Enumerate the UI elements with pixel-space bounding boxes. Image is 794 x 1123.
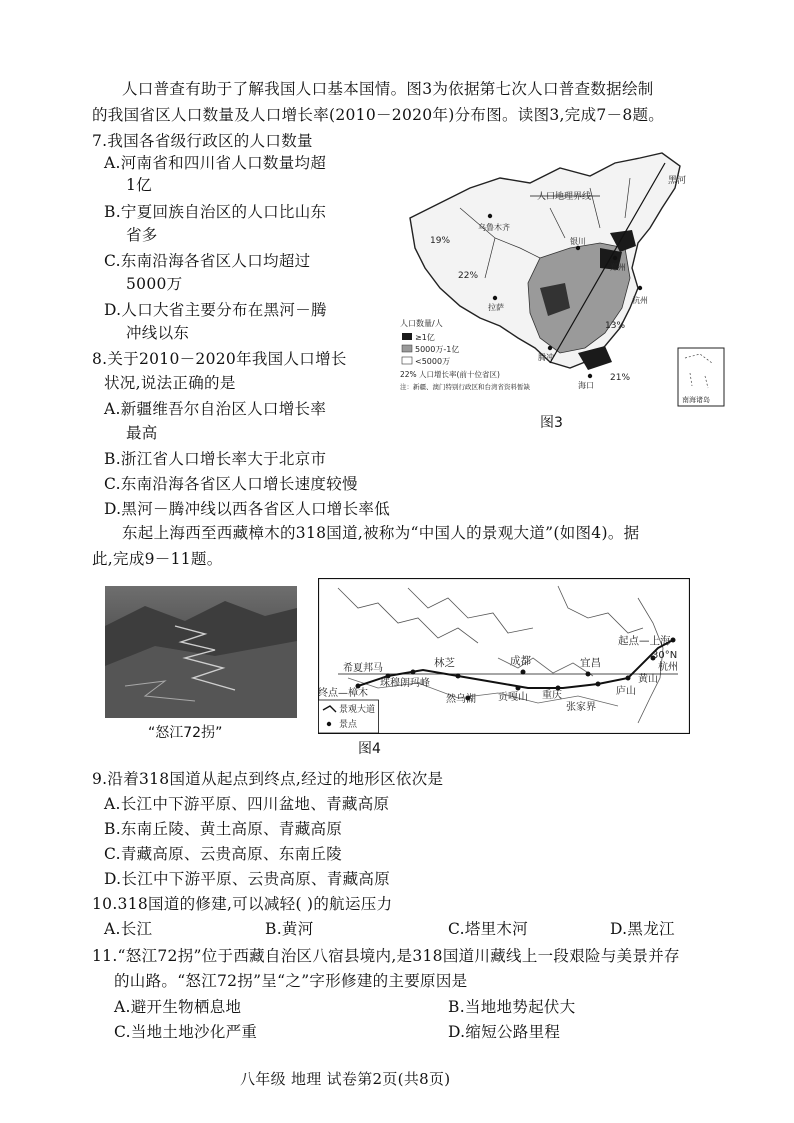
q9-option-a: A.长江中下游平原、四川盆地、青藏高原 — [104, 795, 390, 813]
label-lushan: 庐山 — [616, 686, 636, 697]
intro1-line2: 的我国省区人口数量及人口增长率(2010－2020年)分布图。读图3,完成7－8题。 — [92, 106, 665, 124]
q9-option-c: C.青藏高原、云贵高原、东南丘陵 — [104, 845, 343, 863]
label-30n: 30°N — [652, 650, 678, 661]
q7-stem: 7.我国各省级行政区的人口数量 — [92, 132, 313, 150]
legend-title: 人口数量/人 — [400, 319, 443, 328]
pct-19: 19% — [430, 236, 451, 246]
photo-nujiang-72-turns — [105, 586, 297, 718]
legend-note: 注：新疆、澳门特别行政区和台湾省资料暂缺 — [400, 383, 530, 391]
figure3-population-map — [400, 148, 730, 410]
q9-stem: 9.沿着318国道从起点到终点,经过的地形区依次是 — [92, 770, 444, 788]
q8-option-d: D.黑河－腾冲线以西各省区人口增长率低 — [104, 500, 391, 518]
legend-item-2: 5000万-1亿 — [415, 345, 460, 354]
label-urumqi: 乌鲁木齐 — [478, 223, 510, 232]
label-hangzhou: 杭州 — [658, 662, 678, 673]
label-chengdu: 成都 — [510, 655, 531, 667]
legend-item-1: ≥1亿 — [415, 333, 435, 342]
intro1-line1: 人口普查有助于了解我国人口基本国情。图3为依据第七次人口普查数据绘制 — [122, 80, 654, 98]
label-zhangjiajie: 张家界 — [566, 702, 596, 713]
q7-option-c: C.东南沿海各省区人口均超过 — [104, 252, 311, 270]
q10-option-d: D.黑龙江 — [610, 920, 675, 938]
label-heihe: 黑河 — [668, 176, 687, 186]
q7-option-b: B.宁夏回族自治区的人口比山东 — [104, 203, 327, 221]
label-population-line: 人口地理界线 — [537, 192, 592, 202]
q8-option-a-cont: 最高 — [126, 424, 158, 442]
legend-item-4: 22% 人口增长率(前十位省区) — [400, 370, 500, 379]
pct-13: 13% — [605, 321, 626, 331]
q11-stem-cont: 的山路。“怒江72拐”呈“之”字形修建的主要原因是 — [114, 972, 468, 990]
label-xixiabangma: 希夏邦马 — [343, 663, 383, 674]
q9-option-d: D.长江中下游平原、云贵高原、青藏高原 — [104, 870, 391, 888]
q11-option-c: C.当地土地沙化严重 — [114, 1023, 258, 1041]
q8-stem: 8.关于2010－2020年我国人口增长 — [92, 350, 347, 368]
label-hangzhou: 杭州 — [632, 296, 648, 305]
q7-option-b-cont: 省多 — [126, 226, 158, 244]
q7-option-d: D.人口大省主要分布在黑河－腾 — [104, 301, 327, 319]
page-footer: 八年级 地理 试卷第2页(共8页) — [240, 1070, 451, 1088]
label-end-zhangmu: 终点—樟木 — [318, 688, 368, 699]
label-start-shanghai: 起点—上海 — [618, 635, 671, 647]
q8-option-b: B.浙江省人口增长率大于北京市 — [104, 450, 327, 468]
q8-option-c: C.东南沿海各省区人口增长速度较慢 — [104, 475, 358, 493]
q7-option-a-cont: 1亿 — [126, 176, 152, 194]
figure4-caption: 图4 — [358, 741, 381, 757]
legend-road: 景观大道 — [339, 705, 376, 715]
q11-option-b: B.当地地势起伏大 — [448, 998, 576, 1016]
q10-option-a: A.长江 — [104, 920, 153, 938]
label-huangshan: 黄山 — [638, 674, 658, 685]
label-gongga: 贡嘎山 — [498, 692, 528, 703]
label-lhasa: 拉萨 — [488, 303, 504, 312]
photo-caption: “怒江72拐” — [148, 725, 223, 741]
figure3-caption: 图3 — [540, 415, 563, 431]
label-ranwu-lake: 然乌湖 — [446, 694, 476, 705]
q9-option-b: B.东南丘陵、黄土高原、青藏高原 — [104, 820, 343, 838]
label-zhumulangma: 珠穆朗玛峰 — [380, 678, 430, 689]
label-yinchuan: 银川 — [570, 237, 586, 246]
intro2-line1: 东起上海西至西藏樟木的318国道,被称为“中国人的景观大道”(如图4)。据 — [122, 524, 640, 542]
pct-21: 21% — [610, 373, 631, 383]
label-haikou: 海口 — [578, 381, 594, 390]
inset-label: 南海诸岛 — [682, 396, 710, 404]
intro2-line2: 此,完成9－11题。 — [92, 550, 223, 568]
q8-option-a: A.新疆维吾尔自治区人口增长率 — [104, 400, 327, 418]
pct-22: 22% — [458, 271, 479, 281]
q10-option-c: C.塔里木河 — [448, 920, 529, 938]
q10-stem: 10.318国道的修建,可以减轻( )的航运压力 — [92, 895, 393, 913]
q8-stem-cont: 状况,说法正确的是 — [104, 374, 236, 392]
q11-option-d: D.缩短公路里程 — [448, 1023, 561, 1041]
q11-stem: 11.“怒江72拐”位于西藏自治区八宿县境内,是318国道川藏线上一段艰险与美景并存 — [92, 947, 680, 965]
legend-item-3: <5000万 — [415, 357, 451, 366]
label-yichang: 宜昌 — [580, 657, 601, 669]
q10-option-b: B.黄河 — [265, 920, 314, 938]
q11-option-a: A.避开生物栖息地 — [114, 998, 242, 1016]
q7-option-c-cont: 5000万 — [126, 275, 183, 293]
q7-option-d-cont: 冲线以东 — [126, 324, 190, 342]
figure4-route-map — [318, 578, 690, 734]
legend-spot: 景点 — [339, 720, 358, 730]
label-chongqing: 重庆 — [542, 690, 562, 701]
label-zhengzhou: 郑州 — [610, 263, 626, 272]
label-tengchong: 腾冲 — [538, 353, 554, 362]
q7-option-a: A.河南省和四川省人口数量均超 — [104, 154, 327, 172]
label-nyingchi: 林芝 — [434, 657, 455, 669]
